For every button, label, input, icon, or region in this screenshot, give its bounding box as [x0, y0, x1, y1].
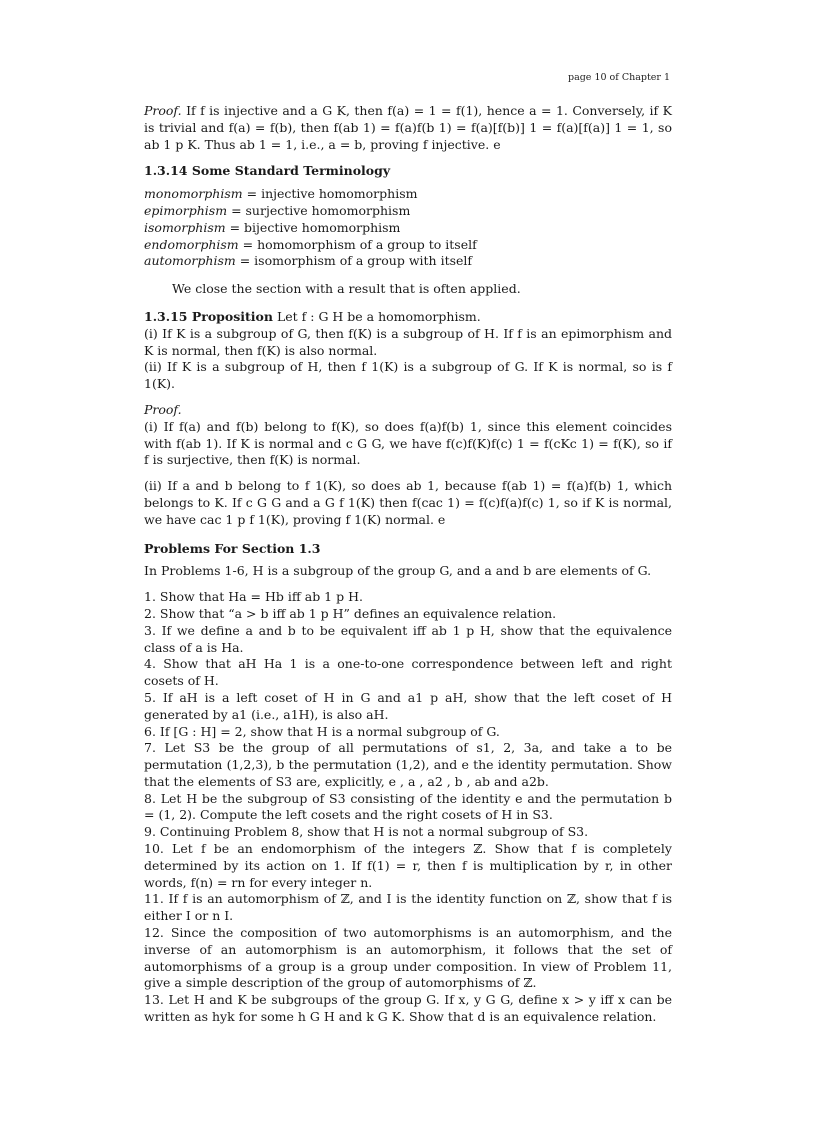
term-row: [144, 203, 672, 220]
proposition-label: 1.3.15 Proposition: [144, 308, 273, 324]
term-row: [144, 237, 672, 254]
proposition-intro: Let f : G H be a homomorphism.: [276, 308, 481, 324]
proposition-part-ii: (ii) If K is a subgroup of H, then f 1(K) is a subgroup of G. If K is normal, so is f 1(K).: [144, 359, 672, 392]
proof-1-3-15-part-i: (i) If f(a) and f(b) belong to f(K), so does f(a)f(b) 1, since this element coincides with f(ab 1). If K is normal and c G G, we have f(c)f(K)f(c) 1 = f(cKc 1) = f(K), so if f is surjective, then f(K) is normal.: [144, 418, 672, 468]
problem-item: 13. Let H and K be subgroups of the group G. If x, y G G, define x > y iff x can be written as hyk for some h G H and k G K. Show that d is an equivalence relation.: [144, 992, 672, 1025]
problem-item: 12. Since the composition of two automorphisms is an automorphism, and the inverse of an automorphism is an automorphism, it follows that the set of automorphisms of a group is a group under composition. In view of Problem 11, give a simple description of the group of automorphisms of ℤ.: [144, 925, 672, 991]
term: epimorphism: [144, 202, 228, 218]
term-row: [144, 253, 672, 270]
transition-paragraph: We close the section with a result that is often applied.: [172, 281, 521, 297]
problems-intro: In Problems 1-6, H is a subgroup of the group G, and a and b are elements of G.: [144, 563, 652, 579]
proof-1-3-13-text: If f is injective and a G K, then f(a) = 1 = f(1), hence a = 1. Conversely, if K is trivial and f(a) = f(b), then f(ab 1) = f(a)f(b 1) = f(a)[f(b)] 1 = f(a)[f(a)] 1 = 1, so ab 1 p K. Thus ab 1 = 1, i.e., a = b, proving f injective. e: [144, 103, 672, 152]
problems-heading: Problems For Section 1.3: [144, 540, 321, 556]
terminology-list: [144, 186, 672, 270]
term-definition: = homomorphism of a group to itself: [242, 236, 477, 252]
section-heading-1-3-14: 1.3.14 Some Standard Terminology: [144, 163, 391, 179]
problem-item: 8. Let H be the subgroup of S3 consisting of the identity e and the permutation b = (1, 2). Compute the left cosets and the right cosets of H in S3.: [144, 790, 672, 823]
problem-item: 11. If f is an automorphism of ℤ, and I is the identity function on ℤ, show that f is either I or n I.: [144, 891, 672, 924]
term: monomorphism: [144, 186, 243, 202]
term-definition: = surjective homomorphism: [231, 202, 411, 218]
proof-1-3-13: [144, 103, 672, 153]
problem-item: 9. Continuing Problem 8, show that H is not a normal subgroup of S3.: [144, 824, 589, 840]
proposition-1-3-15-intro: [144, 309, 672, 326]
problem-item: 2. Show that “a > b iff ab 1 p H” defines an equivalence relation.: [144, 605, 557, 621]
problem-item: 4. Show that aH Ha 1 is a one-to-one correspondence between left and right cosets of H.: [144, 656, 672, 689]
problem-item: 5. If aH is a left coset of H in G and a1 p aH, show that the left coset of H generated by a1 (i.e., a1H), is also aH.: [144, 689, 672, 722]
term-row: [144, 186, 672, 203]
proposition-part-i: (i) If K is a subgroup of G, then f(K) is a subgroup of H. If f is an epimorphism and K is normal, then f(K) is also normal.: [144, 325, 672, 358]
term: automorphism: [144, 253, 236, 269]
term-row: [144, 220, 672, 237]
term-definition: = bijective homomorphism: [229, 219, 401, 235]
term: isomorphism: [144, 219, 226, 235]
problem-item: 7. Let S3 be the group of all permutations of s1, 2, 3a, and take a to be permutation (1,2,3), b the permutation (1,2), and e the identity permutation. Show that the elements of S3 are, explicitly, e , a , a2 , b , ab and a2b.: [144, 740, 672, 789]
term-definition: = injective homomorphism: [246, 186, 418, 202]
problem-item: 10. Let f be an endomorphism of the integers ℤ. Show that f is completely determined by its action on 1. If f(1) = r, then f is multiplication by r, in other words, f(n) = rn for every integer n.: [144, 841, 672, 890]
problem-list: [144, 589, 672, 1026]
proof-label: Proof.: [144, 103, 182, 118]
page-header: page 10 of Chapter 1: [567, 72, 670, 83]
proof-1-3-15-part-ii: (ii) If a and b belong to f 1(K), so does ab 1, because f(ab 1) = f(a)f(b) 1, which belongs to K. If c G G and a G f 1(K) then f(cac 1) = f(c)f(a)f(c) 1, so if K is normal, we have cac 1 p f 1(K), proving f 1(K) normal. e: [144, 478, 672, 527]
problem-item: 6. If [G : H] = 2, show that H is a normal subgroup of G.: [144, 723, 500, 739]
proof-label-1-3-15: Proof.: [144, 401, 182, 417]
problem-item: 1. Show that Ha = Hb iff ab 1 p H.: [144, 589, 363, 605]
term-definition: = isomorphism of a group with itself: [239, 253, 473, 269]
term: endomorphism: [144, 236, 239, 252]
page-content: [144, 103, 672, 1026]
problem-item: 3. If we define a and b to be equivalent iff ab 1 p H, show that the equivalence class of a is Ha.: [144, 622, 672, 655]
